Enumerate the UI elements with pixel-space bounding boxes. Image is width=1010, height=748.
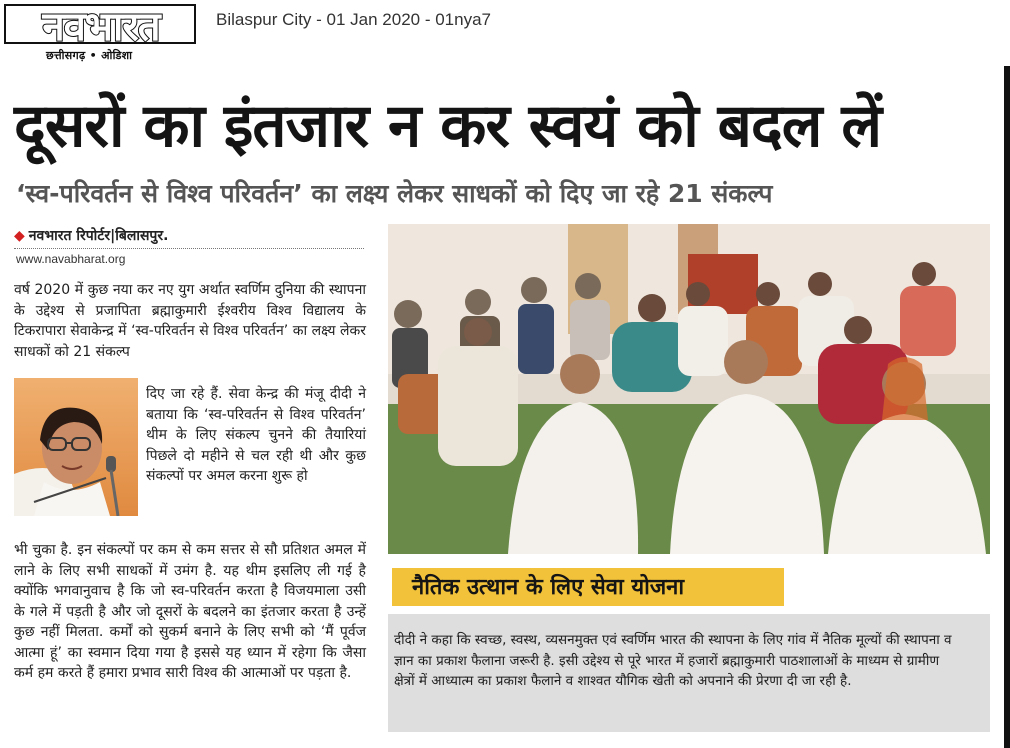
inset-portrait-photo [14, 378, 138, 516]
headline: दूसरों का इंतजार न कर स्वयं को बदल लें [14, 91, 882, 161]
event-photo [388, 224, 990, 554]
website-link[interactable]: www.navabharat.org [16, 252, 126, 266]
byline-text: नवभारत रिपोर्टर|बिलासपुर. [28, 228, 169, 244]
speaker-portrait-image [14, 378, 138, 516]
sidebar-box-heading-text: नैतिक उत्थान के लिए सेवा योजना [412, 575, 685, 600]
page-edge-strip [1004, 66, 1010, 748]
masthead-regions: छत्तीसगढ़ • ओडिशा [46, 49, 133, 62]
byline [14, 226, 364, 245]
byline-divider [14, 248, 364, 249]
sidebar-box-heading [392, 568, 784, 606]
audience-photo-image [388, 224, 990, 554]
newspaper-logo: नवभारत [42, 3, 160, 50]
masthead [0, 0, 202, 62]
article-paragraph-3: भी चुका है. इन संकल्पों पर कम से कम सत्तर से सौ प्रतिशत अमल में लाने के लिए सभी साधकों में उमंग है. यह थीम इसलिए ली गई है क्योंकि भगवानुवाच है कि जो स्व-परिवर्तन करता है विजयमाला उसी के गले में पड़ती है और जो दूसरों के बदलने का इंतजार करता है उन्हें कुछ नहीं मिलता. कर्मों को सुकर्म बनाने के लिए सभी को ‘मैं पूर्वज आत्मा हूं’ का स्वमान दिया गया है इससे यह ध्यान में रहेगा कि जैसा कर्म हम करते हैं हमारा प्रभाव सारी विश्व की आत्माओं पर पड़ता है. [14, 542, 366, 681]
article-paragraph-1: वर्ष 2020 में कुछ नया कर नए युग अर्थात स्वर्णिम दुनिया की स्थापना के उद्देश्य से प्रजापिता ब्रह्माकुमारी ईश्वरीय विश्व विद्यालय के टिकरापारा सेवाकेन्द्र में ‘स्व-परिवर्तन से विश्व परिवर्तन’ का लक्ष्य लेकर साधकों को 21 संकल्प [14, 282, 366, 360]
article-paragraph-2: दिए जा रहे हैं. सेवा केन्द्र की मंजू दीदी ने बताया कि ‘स्व-परिवर्तन से विश्व परिवर्तन’ थीम के लिए संकल्प चुनने की तैयारियां पिछले दो महीने से चल रही थी और कुछ संकल्पों पर अमल करना शुरू हो [146, 386, 366, 484]
edition-line: Bilaspur City - 01 Jan 2020 - 01nya7 [216, 10, 491, 29]
sidebar-box-text: दीदी ने कहा कि स्वच्छ, स्वस्थ, व्यसनमुक्त एवं स्वर्णिम भारत की स्थापना के लिए गांव में नैतिक मूल्यों की स्थापना व ज्ञान का प्रकाश फैलाना जरूरी है. इसी उद्देश्य से पूरे भारत में हजारों ब्रह्माकुमारी पाठशालाओं के माध्यम से ग्रामीण क्षेत्रों में आध्यात्म का प्रकाश फैलाने व शाश्वत यौगिक खेती को अपनाने की प्रेरणा दी जा रही है. [394, 632, 952, 689]
subheadline: ‘स्व-परिवर्तन से विश्व परिवर्तन’ का लक्ष्य लेकर साधकों को दिए जा रहे 21 संकल्प [16, 179, 773, 208]
bullet-diamond-icon: ◆ [14, 228, 25, 244]
